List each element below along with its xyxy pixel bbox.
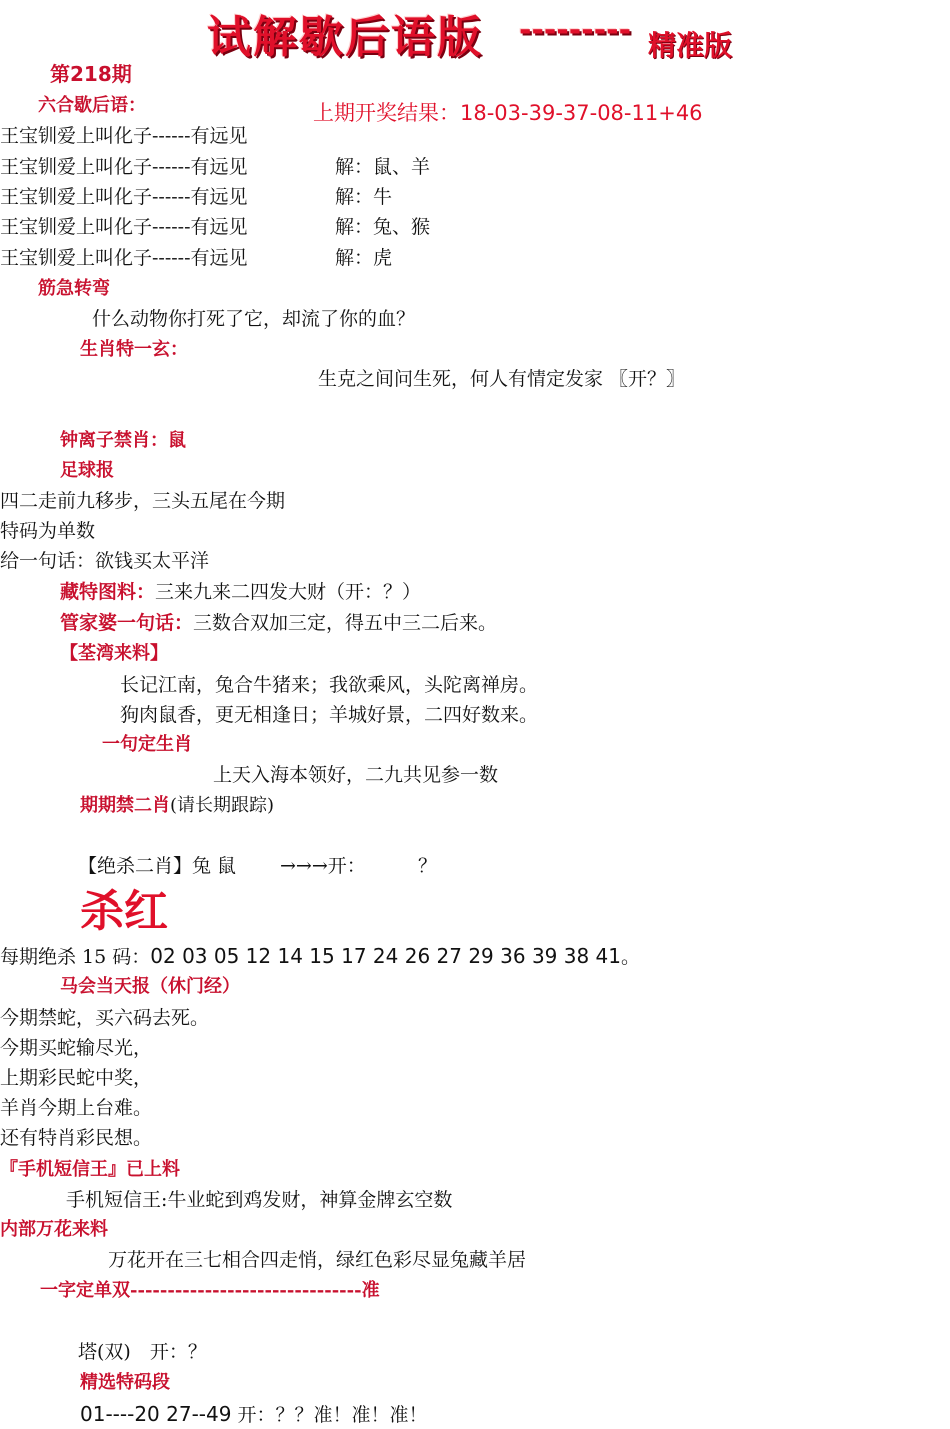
mahui-line: 今期禁蛇，买六码去死。 <box>0 1007 210 1029</box>
quanwan-line: 狗肉鼠香，更无相逢日；羊城好景，二四好数来。 <box>120 704 539 726</box>
guanjia-row <box>60 614 497 633</box>
yiju-heading: 一句定生肖 <box>102 734 192 755</box>
quanwan-line: 长记江南，兔合牛猪来；我欲乘风，头陀离禅房。 <box>120 674 539 696</box>
qiqi-label: 期期禁二肖 <box>80 795 170 816</box>
qiqi-row <box>80 797 274 815</box>
mahui-line: 还有特肖彩民想。 <box>0 1127 153 1149</box>
mahui-line: 上期彩民蛇中奖， <box>0 1067 153 1089</box>
liuhe-jie: 解：牛 <box>335 186 393 208</box>
shouji-heading: 『手机短信王』已上料 <box>0 1159 180 1180</box>
liuhe-line: 王宝钏爱上叫化子------有远见 <box>0 216 248 238</box>
naojin-heading: 筋急转弯 <box>38 278 110 299</box>
wanhua-text: 万花开在三七相合四走悄，绿红色彩尽显兔藏羊居 <box>108 1249 527 1271</box>
yizi-heading: 一字定单双-------------------------------准 <box>40 1280 380 1301</box>
juesha-text: 【绝杀二肖】兔 鼠 <box>78 855 237 877</box>
liuhe-line: 王宝钏爱上叫化子------有远见 <box>0 156 248 178</box>
liuhe-line: 王宝钏爱上叫化子------有远见 <box>0 125 248 147</box>
page-title: 试解歇后语版 <box>207 12 483 63</box>
shouji-text: 手机短信王:牛业蛇到鸡发财，神算金牌玄空数 <box>66 1189 453 1211</box>
shahong-title: 杀红 <box>80 886 168 937</box>
wanhua-heading: 内部万花来料 <box>0 1219 108 1240</box>
zuqiu-line: 给一句话：欲钱买太平洋 <box>0 550 210 572</box>
yizi-text: 塔(双) 开：？ <box>78 1341 207 1363</box>
page-subtitle: 精准版 <box>648 29 733 62</box>
jingxuan-heading: 精选特码段 <box>80 1372 170 1393</box>
liuhe-line: 王宝钏爱上叫化子------有远见 <box>0 247 248 269</box>
liuhe-line: 王宝钏爱上叫化子------有远见 <box>0 186 248 208</box>
cangte-label: 藏特图料： <box>60 581 156 603</box>
liuhe-jie: 解：兔、猴 <box>335 216 431 238</box>
mahui-heading: 马会当天报（休门经） <box>60 976 240 997</box>
liuhe-jie: 解：鼠、羊 <box>335 156 431 178</box>
quanwan-heading: 【荃湾来料】 <box>60 643 168 664</box>
zuqiu-line: 四二走前九移步，三头五尾在今期 <box>0 490 286 512</box>
zuqiu-heading: 足球报 <box>60 460 114 481</box>
liuhe-jie: 解：虎 <box>335 247 393 269</box>
last-result: 上期开奖结果：18-03-39-37-08-11+46 <box>313 101 703 125</box>
liuhe-heading: 六合歇后语： <box>38 95 146 116</box>
shahong-prefix: 每期绝杀 15 码： <box>0 946 151 968</box>
issue-number: 第218期 <box>50 62 132 86</box>
cangte-row <box>60 583 421 602</box>
mahui-line: 羊肖今期上台难。 <box>0 1097 153 1119</box>
jingxuan-row <box>80 1404 428 1425</box>
shahong-numbers: 02 03 05 12 14 15 17 24 26 27 29 36 39 38 41 <box>150 944 622 968</box>
guanjia-text: 三数合双加三定，得五中三二后来。 <box>193 612 498 634</box>
jingxuan-tail: 开：？？准！准！准！ <box>237 1404 428 1426</box>
shahong-suffix: 。 <box>621 946 641 968</box>
zuqiu-line: 特码为单数 <box>0 520 96 542</box>
yixuan-heading: 生肖特一玄： <box>80 339 188 360</box>
yixuan-text: 生克之间问生死，何人有情定发家 〖开？〗 <box>318 368 686 390</box>
jingxuan-range: 01----20 27--49 <box>80 1402 232 1426</box>
juesha-arrows: →→→开： <box>280 855 366 877</box>
title-dashes: --------- <box>519 13 632 48</box>
yiju-text: 上天入海本领好，二九共见参一数 <box>213 764 499 786</box>
guanjia-label: 管家婆一句话： <box>60 612 194 634</box>
mahui-line: 今期买蛇输尽光， <box>0 1037 153 1059</box>
zhongli-text: 钟离子禁肖：鼠 <box>60 430 186 451</box>
shahong-row <box>0 946 640 967</box>
naojin-text: 什么动物你打死了它，却流了你的血？ <box>92 308 416 330</box>
cangte-text: 三来九来二四发大财（开：？） <box>155 581 422 603</box>
juesha-question: ？ <box>418 855 438 877</box>
qiqi-note: (请长期跟踪) <box>170 795 275 816</box>
